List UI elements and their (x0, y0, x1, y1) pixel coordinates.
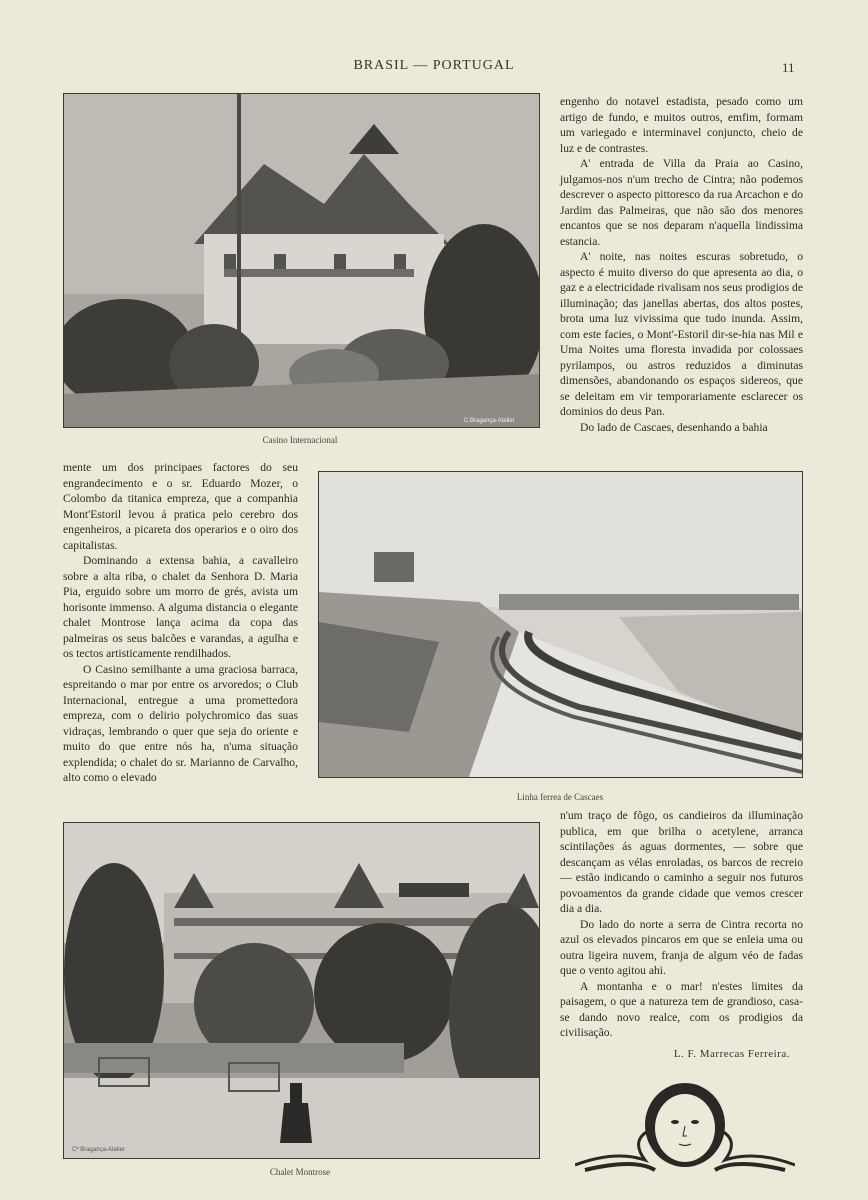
decorative-ornament (575, 1080, 795, 1175)
paragraph: O Casino semilhante a uma graciosa barraca, espreitando o mar por entre os arvoredos; o Club Internacional, entregue a uma promettedora empreza, com o delirio polychromico das suas vidraças, lembrando o quer que seja do oriente e muito do que entre nós ha, n'uma situação explendida; o chalet do sr. Marianno de Carvalho, alto como o elevado (63, 662, 298, 784)
paragraph: Dominando a extensa bahia, a cavalleiro sobre a alta riba, o chalet da Senhora D. Maria Pia, erguido sobre um morro de grés, avista um horisonte immenso. A alguma distancia o elegante chalet Montrose lança acima da copa das palmeiras os seus balcões e varandas, a agulha e os tectos artisticamente rendilhados. (63, 554, 298, 660)
paragraph: Do lado de Cascaes, desenhando a bahia (580, 420, 768, 434)
paragraph: A' noite, nas noites escuras sobretudo, o aspecto é muito diverso do que apresenta ao dia, o gaz e a electricidade rivalisam nos seus prodigios de illuminação; das janellas abertas, dos altos postes, brota uma luz vivissima que tudo inunda. Assim, com este facies, o Mont'-Estoril dir-se-hia nas Mil e Uma Noites uma floresta invadida por colossaes pyrilampos, ou astros reduzidos a diminutas dimensões, abandonando os espaços sidereos, que se deleitam em vir temporariamente esclarecer os dominios do deus Pan. (560, 250, 803, 418)
casino-photo-credit: C.Bragança-Atelier (464, 418, 515, 424)
railway-caption: Linha ferrea de Cascaes (516, 792, 604, 802)
paragraph: A montanha e o mar! n'estes limites da paisagem, o que a natureza tem de grandioso, casa-se dando novo realce, com os prodigios da civilisação. (560, 979, 803, 1039)
author-signature: L. F. Marrecas Ferreira. (673, 1048, 790, 1060)
casino-photo (63, 93, 540, 428)
casino-caption: Casino Internacional (262, 435, 338, 445)
chalet-photo (63, 822, 540, 1159)
paragraph: A' entrada de Villa da Praia ao Casino, julgamos-nos n'um trecho de Cintra; não podemos descrever o aspecto pittoresco da rua Arcachon e do Jardim das Palmeiras, que não são dos menores encantos que se nos deparam n'aquella lindissima estancia. (560, 157, 803, 248)
page-number: 11 (782, 60, 795, 75)
article-text-top-right (560, 94, 803, 435)
paragraph: mente um dos principaes factores do seu engrandecimento e o sr. Eduardo Mozer, o Colombo da titanica empreza, que a companhia Mont'Estoril levou á pratica pelo cerebro dos engenheiros, a picareta dos operarios e o oiro dos capitalistas. (63, 461, 298, 552)
chalet-caption: Chalet Montrose (269, 1167, 331, 1177)
paragraph: Do lado do norte a serra de Cintra recorta no azul os elevados pincaros em que se enleia uma ou outra ligeira nuvem, franja de algum véo de fadas que o vento agitou ahi. (560, 917, 803, 977)
running-title: BRASIL — PORTUGAL (353, 58, 515, 73)
paragraph: n'um traço de fôgo, os candieiros da illuminação publica, em que brilha o acetylene, arranca scintilações ás aguas dormentes, — sobre que descançam as vélas enroladas, os barcos de recreio — estão indicando o caminho a seguir nos futuros povoamentos da grande cidade que vemos crescer dia a dia. (560, 809, 803, 915)
railway-photo (318, 471, 803, 778)
article-text-bottom-right (560, 808, 803, 1041)
article-text-middle-left (63, 460, 298, 786)
paragraph: engenho do notavel estadista, pesado como um artigo de fundo, e muitos outros, emfim, formam um variegado e interminavel conjuncto, cheio de luz e de contrastes. (560, 95, 803, 155)
chalet-photo-credit: Cª Bragança-Atelier (72, 1147, 125, 1153)
